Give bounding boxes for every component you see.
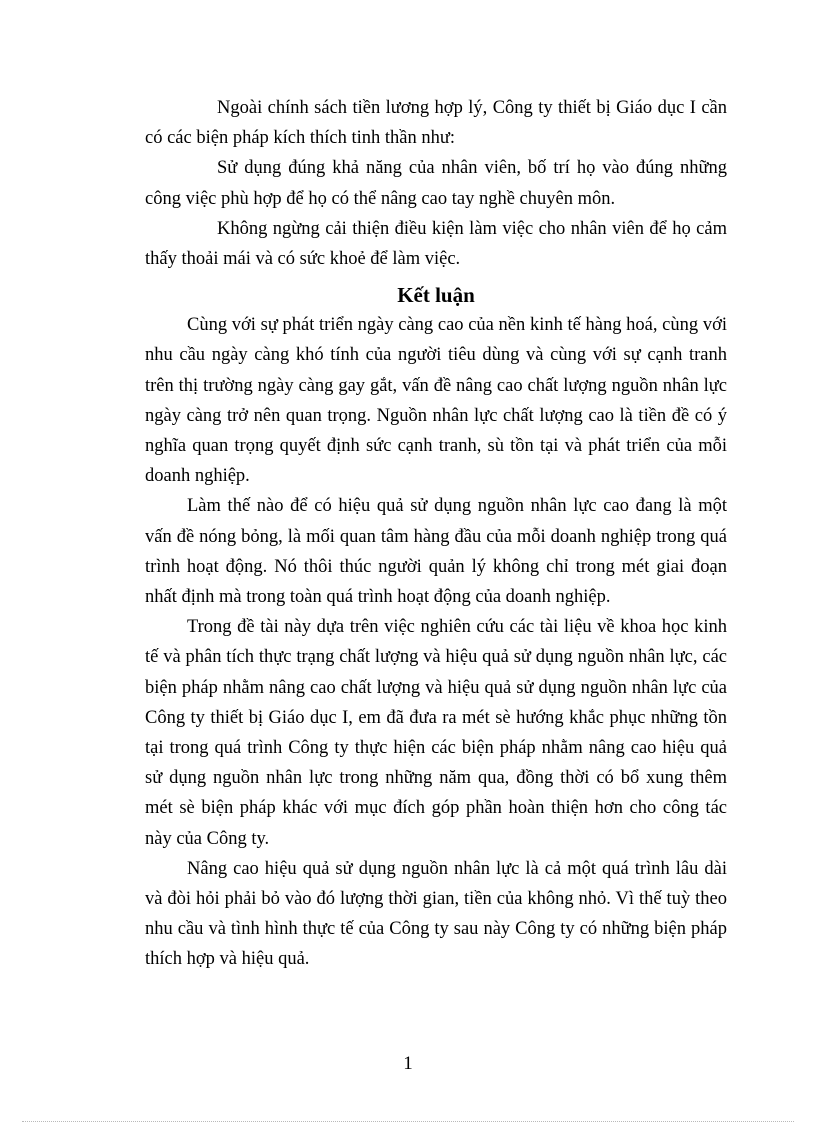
- intro-paragraph-2: Sử dụng đúng khả năng của nhân viên, bố trí họ vào đúng những công việc phù hợp để họ có thể nâng cao tay nghề chuyên môn.: [145, 158, 727, 209]
- conclusion-paragraph-4: Nâng cao hiệu quả sử dụng nguồn nhân lực là cả một quá trình lâu dài và đòi hỏi phải bỏ vào đó lượng thời gian, tiền của không nhỏ. Vì thế tuỳ theo nhu cầu và tình hình thực tế của Công ty sau này Công ty có những biện pháp thích hợp và hiệu quả.: [145, 858, 727, 970]
- conclusion-heading: Kết luận: [397, 283, 475, 308]
- page-bottom-border: [22, 1121, 794, 1122]
- intro-paragraph-1: Ngoài chính sách tiền lương hợp lý, Công ty thiết bị Giáo dục I cần có các biện pháp kích thích tinh thần như:: [145, 98, 727, 149]
- conclusion-paragraph-3: Trong đề tài này dựa trên việc nghiên cứu các tài liệu về khoa học kinh tế và phân tích thực trạng chất lượng và hiệu quả sử dụng nguồn nhân lực, các biện pháp nhằm nâng cao chất lượng và hiệu quả sử dụng nguồn nhân lực của Công ty thiết bị Giáo dục I, em đã đưa ra mét sè hướng khắc phục những tồn tại trong quá trình Công ty thực hiện các biện pháp nhằm nâng cao hiệu quả sử dụng nguồn nhân lực trong những năm qua, đồng thời có bổ xung thêm mét sè biện pháp khác với mục đích góp phần hoàn thiện hơn cho công tác này của Công ty.: [145, 617, 727, 849]
- page-content: [145, 93, 727, 975]
- conclusion-paragraph-1: Cùng với sự phát triển ngày càng cao của nền kinh tế hàng hoá, cùng với nhu cầu ngày càng khó tính của người tiêu dùng và cùng với sự cạnh tranh trên thị trường ngày càng gay gắt, vấn đề nâng cao chất lượng nguồn nhân lực ngày càng trở nên quan trọng. Nguồn nhân lực chất lượng cao là tiền đề có ý nghĩa quan trọng quyết định sức cạnh tranh, sù tồn tại và phát triển của mỗi doanh nghiệp.: [145, 315, 727, 487]
- intro-paragraph-3: Không ngừng cải thiện điều kiện làm việc cho nhân viên để họ cảm thấy thoải mái và có sức khoẻ để làm việc.: [145, 218, 727, 270]
- conclusion-paragraph-2: Làm thế nào để có hiệu quả sử dụng nguồn nhân lực cao đang là một vấn đề nóng bỏng, là mối quan tâm hàng đầu của mỗi doanh nghiệp trong quá trình hoạt động. Nó thôi thúc người quản lý không chỉ trong mét giai đoạn nhất định mà trong toàn quá trình hoạt động của doanh nghiệp.: [145, 496, 727, 608]
- page-number: 1: [403, 1053, 413, 1074]
